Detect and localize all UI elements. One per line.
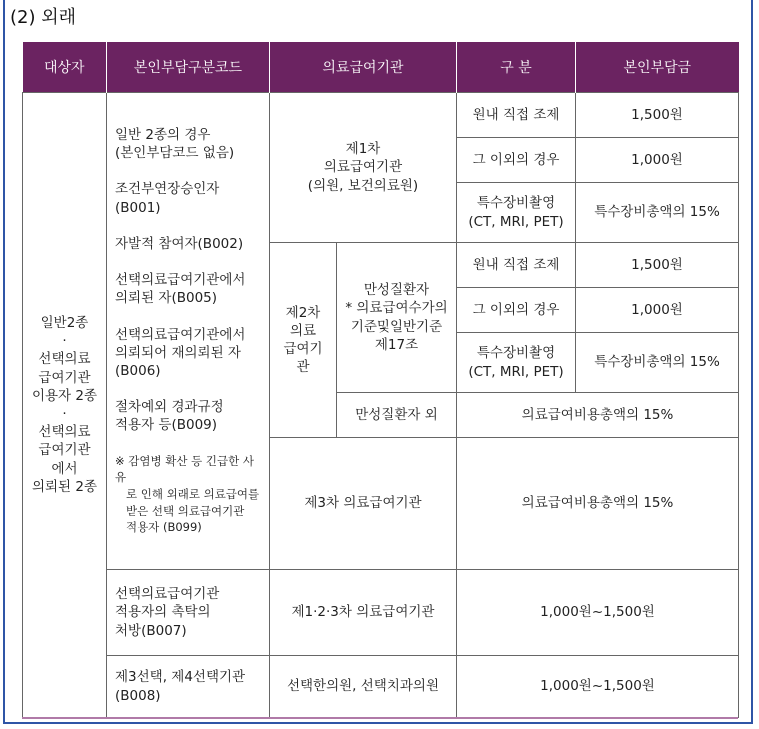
institution-tier3: 제3차 의료급여기관 <box>270 438 457 570</box>
copay-1500: 1,500원 <box>576 243 739 288</box>
institution-tier1: 제1차 의료급여기관 (의원, 보건의료원) <box>270 93 457 243</box>
copay-special-pct: 특수장비총액의 15% <box>576 183 739 243</box>
category-special: 특수장비촬영 (CT, MRI, PET) <box>457 183 576 243</box>
header-category: 구 분 <box>457 42 576 93</box>
header-institution: 의료급여기관 <box>270 42 457 93</box>
table-header-row <box>23 42 739 93</box>
copay-special-pct: 특수장비총액의 15% <box>576 333 739 393</box>
institution-tier2: 제2차 의료 급여기관 <box>270 243 337 438</box>
copay-table <box>22 42 739 718</box>
target-cell: 일반2종 · 선택의료 급여기관 이용자 2종 · 선택의료 급여기관 에서 의뢰된 2종 <box>23 93 107 718</box>
table-row <box>23 93 739 138</box>
table-bottom-rule <box>22 717 738 719</box>
chronic-other-cell: 만성질환자 외 <box>337 393 457 438</box>
copay-1000: 1,000원 <box>576 288 739 333</box>
code-group-3: 제3선택, 제4선택기관 (B008) <box>107 656 270 718</box>
code-group-2: 선택의료급여기관 적용자의 촉탁의 처방(B007) <box>107 570 270 656</box>
category-special: 특수장비촬영 (CT, MRI, PET) <box>457 333 576 393</box>
copay-1500: 1,500원 <box>576 93 739 138</box>
section-title: (2) 외래 <box>10 7 76 28</box>
institution-tier123: 제1·2·3차 의료급여기관 <box>270 570 457 656</box>
institution-oriental-dental: 선택한의원, 선택치과의원 <box>270 656 457 718</box>
copay-range: 1,000원~1,500원 <box>457 656 739 718</box>
code-note: ※ 감염병 확산 등 긴급한 사유 로 인해 외래로 의료급여를 받은 선택 의료급여기관 적용자 (B099) <box>115 453 260 535</box>
category-other: 그 이외의 경우 <box>457 138 576 183</box>
category-other: 그 이외의 경우 <box>457 288 576 333</box>
table-row <box>23 656 739 718</box>
header-copay: 본인부담금 <box>576 42 739 93</box>
table-row <box>23 570 739 656</box>
copay-range: 1,000원~1,500원 <box>457 570 739 656</box>
code-group-1: 일반 2종의 경우 (본인부담코드 없음) 조건부연장승인자 (B001) 자발적 참여자(B002) 선택의료급여기관에서 의뢰된 자(B005) 선택의료급여기관에서 의뢰되어 재의뢰된 자 (B006) 절차예외 경과규정 적용자 등(B009) ※ 감염병 확산 등 긴급한 사유 로 인해 외래로 의료급여를 받은 선택 의료급여기관 적용자 (B099) <box>107 93 270 570</box>
category-direct: 원내 직접 조제 <box>457 243 576 288</box>
chronic-patient-cell: 만성질환자 * 의료급여수가의 기준및일반기준 제17조 <box>337 243 457 393</box>
copay-total-pct: 의료급여비용총액의 15% <box>457 438 739 570</box>
header-target: 대상자 <box>23 42 107 93</box>
header-code: 본인부담구분코드 <box>107 42 270 93</box>
category-direct: 원내 직접 조제 <box>457 93 576 138</box>
copay-1000: 1,000원 <box>576 138 739 183</box>
copay-total-pct: 의료급여비용총액의 15% <box>457 393 739 438</box>
